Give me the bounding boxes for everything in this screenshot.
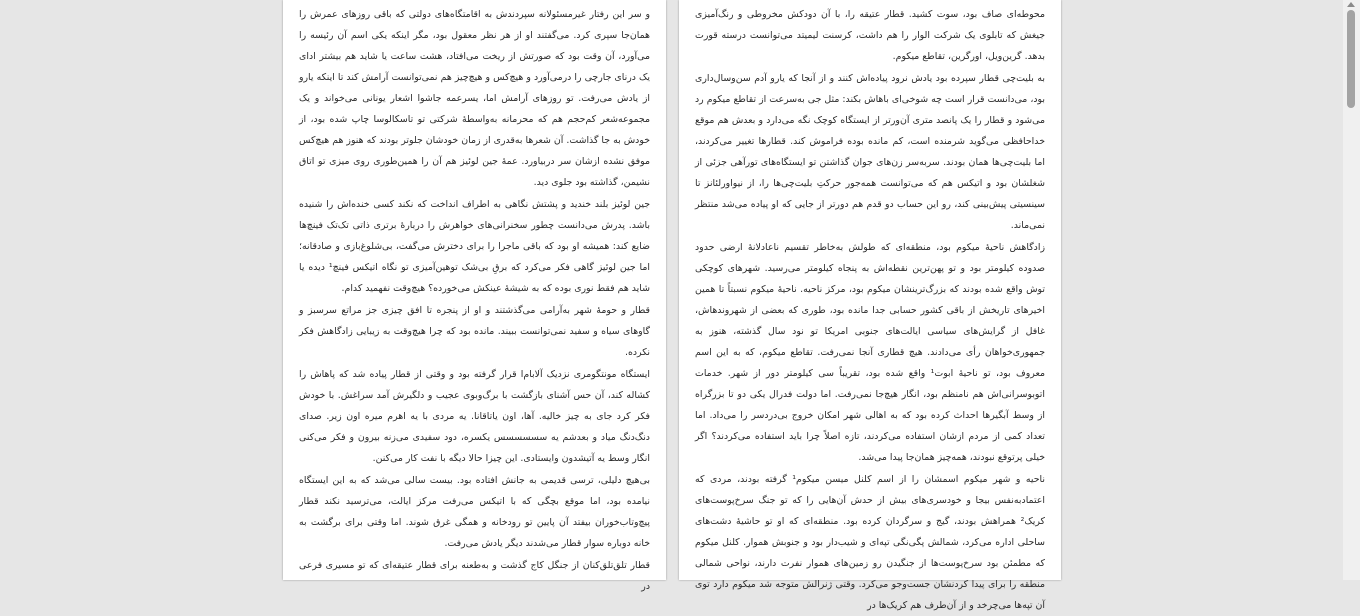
paragraph: به بلیت‌چی قطار سپرده بود یادش نرود پیاده‌اش کنند و از آنجا که یارو آدم سن‌وسال‌داری بود، می‌دانست قرار است چه شوخی‌ای باهاش بکند: مثل جی به‌سرعت از تقاطع میکوم رد می‌شود و قطار را یک پانصد متری آن‌ورتر از ایستگاه کوچک نگه می‌دارد و بعدش هم موقع خداحافظی می‌گوید شرمنده است، کم مانده بوده فراموش کند. قطارها تغییر می‌کردند، اما بلیت‌چی‌ها همان بودند. سربه‌سر زن‌های جوان گذاشتن تو ایستگاه‌های تورآهی جزئی از شغلشان بود و اتیکس هم که می‌توانست همه‌جور حرکتِ بلیت‌چی‌ها را، از نیواورلئانز تا سینسیتی پیش‌بینی کند، رو این حساب دو قدم هم دورتر از جایی که او پیاده می‌شد منتظر نمی‌ماند. <box>695 73 1045 231</box>
paragraph: قطار و حومهٔ شهر به‌آرامی می‌گذشتند و او از پنجره تا افق چیزی جز مراتع سرسبز و گاوهای سیاه و سفید نمی‌توانست ببیند. مانده بود که چرا هیچ‌وقت به زیبایی زادگاهش فکر نکرده. <box>299 305 650 358</box>
scroll-up-arrow-icon[interactable] <box>1347 2 1355 7</box>
paragraph: ناحیه و شهر میکوم اسمشان را از اسم کلنل میسن میکوم¹ گرفته بودند، مردی که اعتمادبه‌نفس بیجا و خودسری‌های بیش از حدش آن‌هایی را که تو جنگ سرخ‌پوست‌های کریک² همراهش بودند، گیج و سرگردان کرده بود. منطقه‌ای که او تو حاشیهٔ دشت‌های ساحلی اداره می‌کرد، شمالش پگی‌نگی تپه‌ای و شیب‌دار بود و جنوبش هموار. کلنل میکوم که مطمئن بود سرخ‌پوست‌ها از جنگیدن رو زمین‌های هموار نفرت دارند، نواحی شمالی منطقه را برای پیدا کردنشان جست‌وجو می‌کرد. وقتی ژنرالش متوجه شد میکوم دارد توی آن تپه‌ها می‌چرخد و از آن‌طرف هم کریک‌ها در <box>695 474 1045 611</box>
document-page-left <box>283 0 666 592</box>
paragraph: زادگاهش ناحیهٔ میکوم بود، منطقه‌ای که طولش به‌خاطر تقسیم ناعادلانهٔ ارضی حدود صدوده کیلومتر بود و تو پهن‌ترین نقطه‌اش به پنجاه کیلومتر می‌رسید. شهرهای کوچکی توش واقع شده بودند که بزرگ‌ترینشان میکوم بود، مرکز ناحیه. ناحیهٔ میکوم نسبتاً تا همین اخیرهای تاریخش از باقی کشور حسابی جدا مانده بود، طوری که بعضی از شهروندهاش، غافل از گرایش‌های سیاسی ایالت‌های جنوبی امریکا تو نود سال گذشته، هنوز به جمهوری‌خواهان رأی می‌دادند. هیچ قطاری آنجا نمی‌رفت. تقاطع میکوم، که به این اسم معروف بود، تو ناحیهٔ ابوت¹ واقع شده بود، تقریباً سی کیلومتر دور از شهر. خدمات اتوبوسرانی‌اش هم نامنظم بود، انگار هیچ‌جا نمی‌رفت. اما دولت فدرال یکی دو تا بزرگراه از وسط آبگیرها احداث کرده بود که به اهالی شهر امکان خروج بی‌دردسر را می‌داد. اما تعداد کمی از مردم ازشان استفاده می‌کردند، تازه اصلاً چرا باید استفاده می‌کردند؟ اگر خیلی پرتوقع نبودند، همه‌چیز همان‌جا پیدا می‌شد. <box>695 242 1045 463</box>
paragraph: ایستگاه مونتگومری نزدیک آلابام‌ا قرار گرفته بود و وقتی از قطار پیاده شد که پاهاش را کشاله کند، آن حس آشنای بازگشت با برگ‌وبوی عجیب و دلگیرش آمد سراغش. با خودش فکر کرد جای به چیز خالیه. آها، اون یاتاقانا. یه مردی با یه اهرم میره اون زیر. صدای دنگ‌دنگ میاد و بعدشم یه سسسسسس یکسره، دود سفیدی می‌زنه بیرون و فکر می‌کنی انگار وسط یه آتیشدون وایستادی. این چیزا حالا دیگه با نفت کار می‌کنن. <box>299 369 650 464</box>
document-page-right <box>679 0 1061 611</box>
paragraph: جین لوئیز بلند خندید و پشتش نگاهی به اطراف انداخت که نکند کسی خنده‌اش را شنیده باشد. پدرش می‌دانست چطور سخنرانی‌های خواهرش را دربارهٔ برتری ذاتی تک‌تک فینچ‌ها ضایع کند: همیشه او بود که باقی ماجرا را برای دخترش می‌گفت، بی‌شلوغ‌بازی و صادقانه؛ اما جین لوئیز گاهی فکر می‌کرد که برقِ بی‌شک توهین‌آمیزی تو نگاه اتیکس فینچ¹ دیده یا شاید هم فقط نوری بوده که به شیشهٔ عینکش می‌خورده؟ هیچ‌وقت نفهمید کدام. <box>299 199 651 294</box>
vertical-scrollbar[interactable] <box>1343 0 1360 580</box>
paragraph: محوطه‌ای صاف بود، سوت کشید. قطار عتیقه را، با آن دودکش مخروطی و رنگ‌آمیزی جیغش که تابلوی یک شرکت الوار را هم داشت، کرسنت لیمیتد می‌توانست درسته قورت بدهد. گرین‌ویل، اورگرین، تقاطع میکوم. <box>695 9 1045 62</box>
paragraph: بی‌هیچ دلیلی، ترسی قدیمی به جانش افتاده بود. بیست سالی می‌شد که به این ایستگاه نیامده بود، اما موقع بچگی که با اتیکس می‌رفت مرکز ایالت، می‌ترسید نکند قطار پیچ‌وتاب‌خوران بیفتد آن پایین تو رودخانه و همگی غرق شوند. اما وقتی برای برگشت به خانه دوباره سوار قطار می‌شدند دیگر یادش می‌رفت. <box>299 475 650 549</box>
paragraph: قطار تلق‌تلق‌کنان از جنگل کاج گذشت و به‌طعنه برای قطار عتیقه‌ای که تو مسیری فرعی در <box>299 560 650 592</box>
scrollbar-thumb[interactable] <box>1347 10 1355 108</box>
paragraph: و سر این رفتار غیرمسئولانه سپردندش به اقامتگاه‌های دولتی که باقی روزهای عمرش را همان‌جا سپری کرد. می‌گفتند او از هر نظر معقول بود، مگر اینکه یکی اسم آن رئیسه را می‌آورد، آن وقت بود که صورتش از ریخت می‌افتاد، هشت ساعت یا شاید هم بیشتر ادای یک درنای جارچی را درمی‌آورد و هیچ‌کس و هیچ‌چیز هم نمی‌توانست آرامش کند تا اینکه یارو از یادش می‌رفت. تو روزهای آرامش اما، یسرعمه جاشوا اشعار یونانی می‌خواند و یک مجموعه‌شعر کم‌حجم هم که محرمانه به‌واسطهٔ شرکتی تو تاسکالوسا چاپ شده بود، از خودش به جا گذاشت. آن شعرها به‌قدری از زمان خودشان جلوتر بودند که هنوز هم هیچ‌کس موفق نشده ازشان سر دربیاورد. عمهٔ جین لوئیز هم آن را همین‌طوری روی میزی تو اتاق نشیمن، گذاشته بود جلوی دید. <box>299 9 650 188</box>
